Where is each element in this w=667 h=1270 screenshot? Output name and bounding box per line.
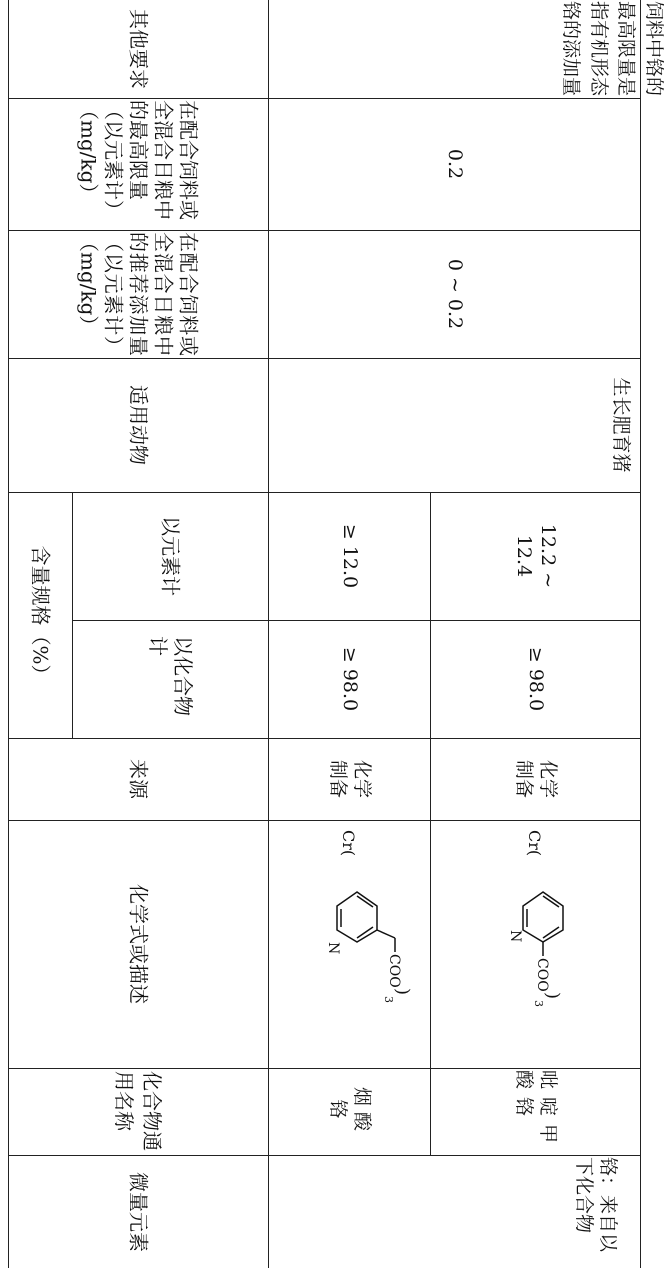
pyridine-ring-icon (523, 892, 563, 956)
header-other-requirements (8, 0, 268, 98)
header-common-name (8, 1068, 268, 1155)
row2-source (430, 738, 640, 820)
header-trace-element (8, 1155, 268, 1268)
animals-cell (268, 358, 640, 492)
header-max-limit-text: 在配合饲料或全混合日粮中的最高限量（以元素计）（mg/kg） (76, 100, 201, 220)
row2-formula-paren: ) (542, 992, 563, 1000)
row2-formula-group: COO (534, 958, 550, 992)
row1-formula-sub: 3 (382, 996, 395, 1003)
header-trace-element-text: 微量元素 (126, 1171, 151, 1252)
header-common-name-text: 化合物通用名称 (112, 1070, 164, 1151)
header-as-element-text: 以元素计 (158, 516, 183, 596)
niacin-chromium-structure-icon (268, 820, 430, 1068)
header-other-requirements-text: 其他要求 (126, 9, 151, 89)
row1-formula-paren: ) (392, 988, 413, 996)
header-recommended (8, 230, 268, 358)
header-as-compound-text: 以化合物计 (146, 636, 195, 716)
row1-source (268, 738, 430, 820)
col-line (640, 0, 641, 1268)
row2-formula-n: N (507, 930, 523, 943)
header-source (8, 738, 268, 820)
header-source-text: 来源 (126, 759, 151, 799)
max-limit-cell (268, 98, 640, 230)
other-requirements-cell (268, 0, 666, 98)
trace-element-cell (268, 1155, 640, 1268)
row2-source-value: 化学制备 (513, 759, 559, 798)
row2-formula (430, 820, 640, 1068)
row1-as-compound-value: ≥ 98.0 (338, 646, 361, 712)
header-recommended-text: 在配合饲料或全混合日粮中的推荐添加量（以元素计）（mg/kg） (76, 232, 201, 356)
header-animals (8, 358, 268, 492)
header-animals-text: 适用动物 (126, 385, 151, 465)
row1-formula-group: COO (386, 954, 402, 988)
row2-as-compound (430, 620, 640, 738)
trace-element-value: 铬：来自以下化合物 (573, 1156, 619, 1252)
row2-as-element (430, 492, 640, 620)
row1-as-compound (268, 620, 430, 738)
recommended-value: 0 ~ 0.2 (443, 258, 466, 330)
header-max-limit (8, 98, 268, 230)
row1-name-value: 烟酸铬 (327, 1086, 373, 1137)
header-as-element (72, 492, 268, 620)
row2-formula-cr: Cr( (525, 830, 544, 857)
row2-name-value: 吡啶甲酸铬 (513, 1069, 559, 1151)
picolinate-chromium-structure-icon (430, 820, 640, 1068)
header-formula-text: 化学式或描述 (126, 884, 151, 1004)
max-limit-value: 0.2 (443, 148, 466, 180)
row2-as-compound-value: ≥ 98.0 (524, 646, 547, 712)
other-requirements-text: 饲料中铬的最高限量是指有机形态铬的添加量 (560, 1, 666, 97)
animals-value: 生长肥育猪 (609, 377, 632, 473)
row1-formula-n: N (325, 942, 341, 955)
row2-as-element-value: 12.2 ~ 12.4 (513, 523, 559, 589)
row1-as-element (268, 492, 430, 620)
row2-formula-sub: 3 (532, 1000, 545, 1007)
recommended-cell (268, 230, 640, 358)
row1-as-element-value: ≥ 12.0 (338, 523, 361, 589)
row1-source-value: 化学制备 (327, 759, 373, 798)
pyridine-ring-icon (337, 892, 395, 952)
header-formula (8, 820, 268, 1068)
row1-name (268, 1068, 430, 1155)
header-as-compound (72, 620, 268, 738)
row1-formula-cr: Cr( (339, 830, 358, 857)
header-content-spec-text: 含量规格（%） (28, 545, 53, 685)
row1-formula (268, 820, 430, 1068)
row2-name (430, 1068, 640, 1155)
header-content-spec (8, 492, 72, 738)
